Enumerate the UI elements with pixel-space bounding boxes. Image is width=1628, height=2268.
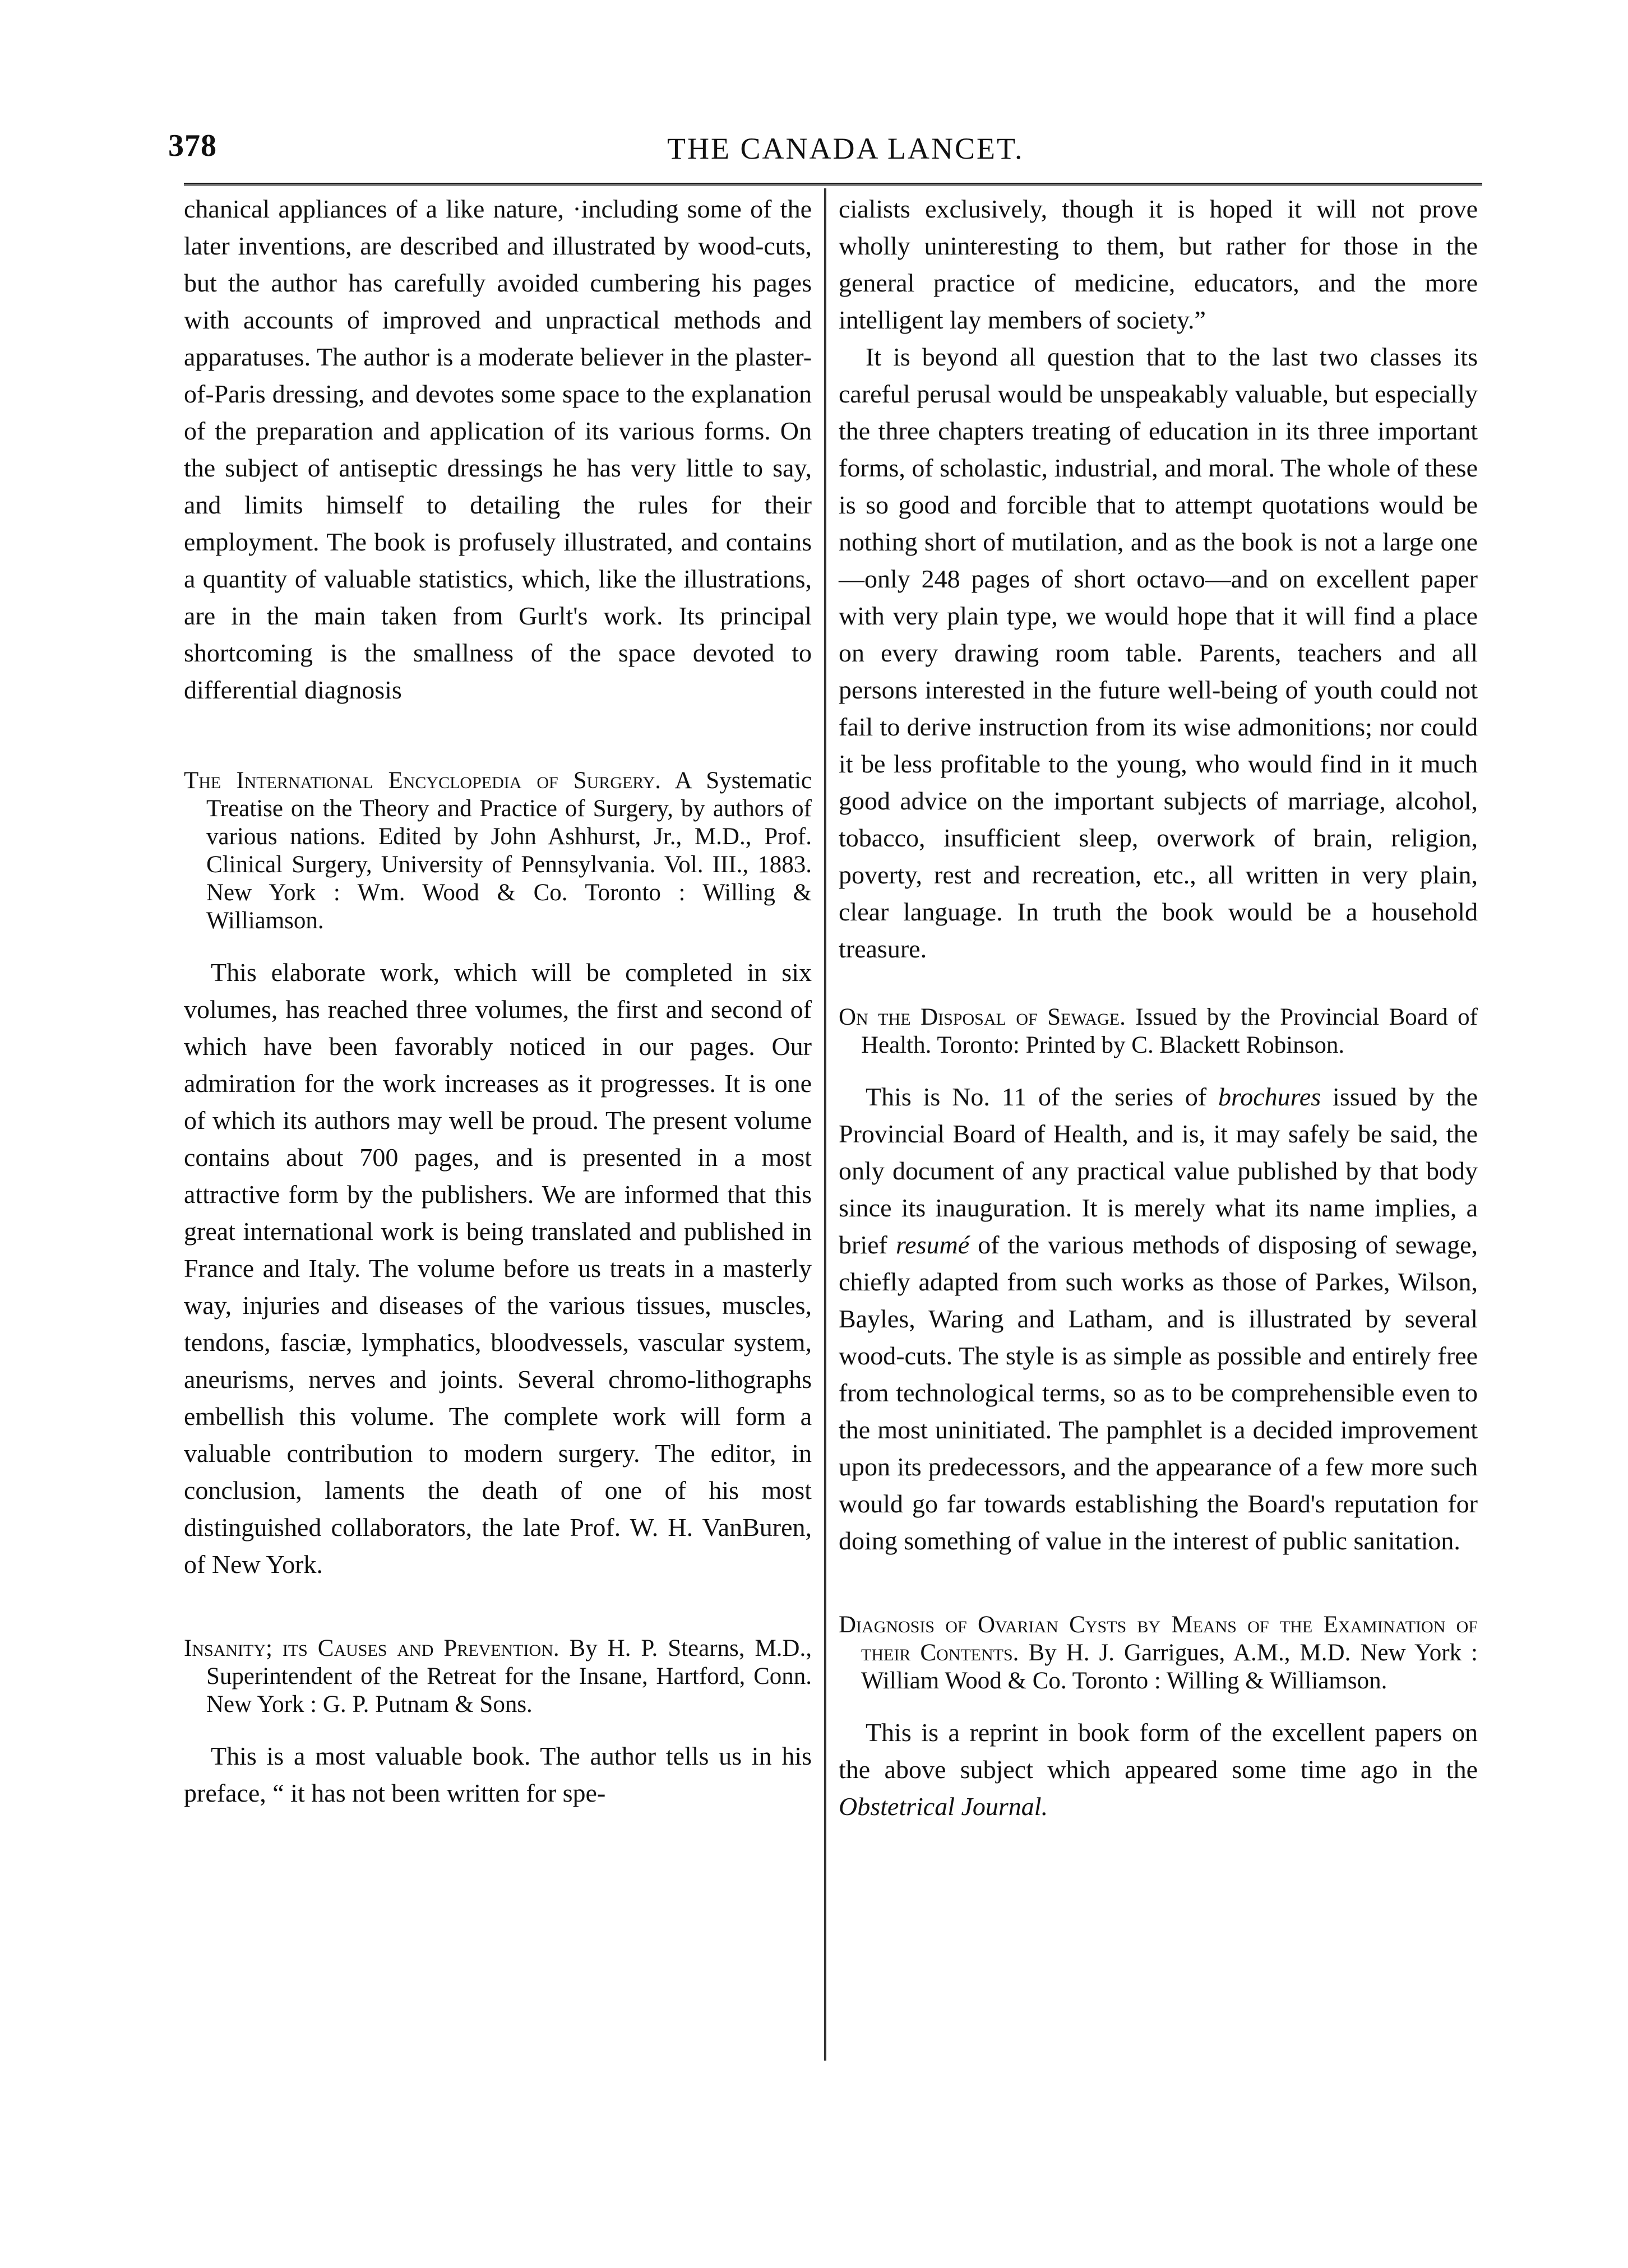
review-body-text: of the various methods of disposing of sewage, chiefly adapted from such works as those of Parkes, Wilson, Bayles, Waring and Latham, and is illustrated by several wood-cuts. The style is as simple as possible and entirely free from technological terms, so as to be comprehensible even to the most uninitiated. The pamphlet is a decided improvement upon its predecessors, and the appearance of a few more such would go far towards establishing the Board's reputation for doing something of value in the interest of public sanitation. xyxy=(839,1230,1478,1555)
review-title: The International Encyclopedia of Surgery. xyxy=(184,767,662,794)
review-body-insanity: This is a most valuable book. The author tells us in his preface, “ it has not been written for spe- xyxy=(184,1742,812,1807)
review-body-encyclopedia: This elaborate work, which will be completed in six volumes, has reached three volumes, the first and second of which have been favorably noticed in our pages. Our admiration for the work increases as it progresses. It is one of which its authors may well be proud. The present volume contains about 700 pages, and is presented in a most attractive form by the publishers. We are informed that this great international work is being translated and published in France and Italy. The volume before us treats in a masterly way, injuries and diseases of the various tissues, muscles, tendons, fasciæ, lymphatics, bloodvessels, vascular system, aneurisms, nerves and joints. Several chromo-lithographs embellish this volume. The complete work will form a valuable contribution to modern surgery. The editor, in conclusion, laments the death of one of his most distinguished collaborators, the late Prof. W. H. VanBuren, of New York. xyxy=(184,958,812,1579)
italic-journal-name: Obstetrical Journal. xyxy=(839,1792,1048,1821)
right-paragraph-insanity-praise: It is beyond all question that to the last two classes its careful perusal would be unspeakably valuable, but especially the three chapters treating of education in its three important forms, of scholastic, industrial, and moral. The whole of these is so good and forcible that to attempt quotations would be nothing short of mutilation, and as the book is not a large one—only 248 pages of short octavo—and on excellent paper with very plain type, we would hope that it will find a place on every drawing room table. Parents, teachers and all persons interested in the future well-being of youth could not fail to derive instruction from its wise admonitions; nor could it be less profitable to the young, who would find in it much good advice on the important subjects of marriage, alcohol, tobacco, insufficient sleep, overwork of brain, religion, poverty, rest and recreation, etc., all written in very plain, clear language. In truth the book would be a household treasure. xyxy=(839,342,1478,963)
review-body-text: This is a reprint in book form of the excellent papers on the above subject which appeared some time ago in the xyxy=(839,1718,1478,1784)
review-title: On the Disposal of Sewage. xyxy=(839,1004,1126,1030)
review-heading-sewage xyxy=(839,1003,1478,1059)
italic-term: brochures xyxy=(1218,1082,1321,1111)
italic-term: resumé xyxy=(895,1230,970,1259)
left-paragraph-continued: chanical appliances of a like nature, ·including some of the later inventions, are described and illustrated by wood-cuts, but the author has carefully avoided cumbering his pages with accounts of improved and unpractical methods and apparatuses. The author is a moderate believer in the plaster-of-Paris dressing, and devotes some space to the explanation of the preparation and application of its various forms. On the subject of antiseptic dressings he has very little to say, and limits himself to detailing the rules for their employment. The book is profusely illustrated, and contains a quantity of valuable statistics, which, like the illustrations, are in the main taken from Gurlt's work. Its principal shortcoming is the smallness of the space devoted to differential diagnosis xyxy=(184,195,812,704)
running-head: THE CANADA LANCET. xyxy=(667,132,1024,165)
review-body-text: This is No. 11 of the series of xyxy=(866,1082,1219,1111)
review-body-sewage xyxy=(839,1079,1478,1559)
left-column xyxy=(184,191,812,1812)
review-body-ovarian xyxy=(839,1714,1478,1825)
review-heading-encyclopedia xyxy=(184,767,812,935)
right-paragraph-continued: cialists exclusively, though it is hoped it will not prove wholly uninteresting to them, but rather for those in the general practice of medicine, educators, and the more intelligent lay members of society.” xyxy=(839,195,1478,334)
page-number: 378 xyxy=(168,128,217,163)
review-details: By H. P. Stearns, M.D., Superintendent of the Retreat for the Insane, Hartford, Conn. New York : G. P. Putnam & Sons. xyxy=(206,1635,812,1718)
review-title: Insanity; its Causes and Prevention. xyxy=(184,1635,559,1661)
right-column xyxy=(839,191,1478,1825)
header-rule xyxy=(184,183,1482,186)
review-heading-ovarian xyxy=(839,1611,1478,1695)
review-title: Diagnosis of Ovarian Cysts by Means of the Examination of their Contents. xyxy=(839,1612,1478,1666)
review-body-text: issued by the Provincial Board of Health, and is, it may safely be said, the only document of any practical value published by that body since its inauguration. It is merely what its name implies, a brief xyxy=(839,1082,1478,1259)
column-rule xyxy=(824,188,826,2061)
review-details: By H. J. Garrigues, A.M., M.D. New York : William Wood & Co. Toronto : Willing & Williamson. xyxy=(861,1640,1478,1694)
review-details: Issued by the Provincial Board of Health. Toronto: Printed by C. Blackett Robinson. xyxy=(861,1004,1478,1058)
review-details: A Systematic Treatise on the Theory and Practice of Surgery, by authors of various nations. Edited by John Ashhurst, Jr., M.D., Prof. Clinical Surgery, University of Pennsylvania. Vol. III., 1883. New York : Wm. Wood & Co. Toronto : Willing & Williamson. xyxy=(206,767,812,934)
review-heading-insanity xyxy=(184,1635,812,1719)
